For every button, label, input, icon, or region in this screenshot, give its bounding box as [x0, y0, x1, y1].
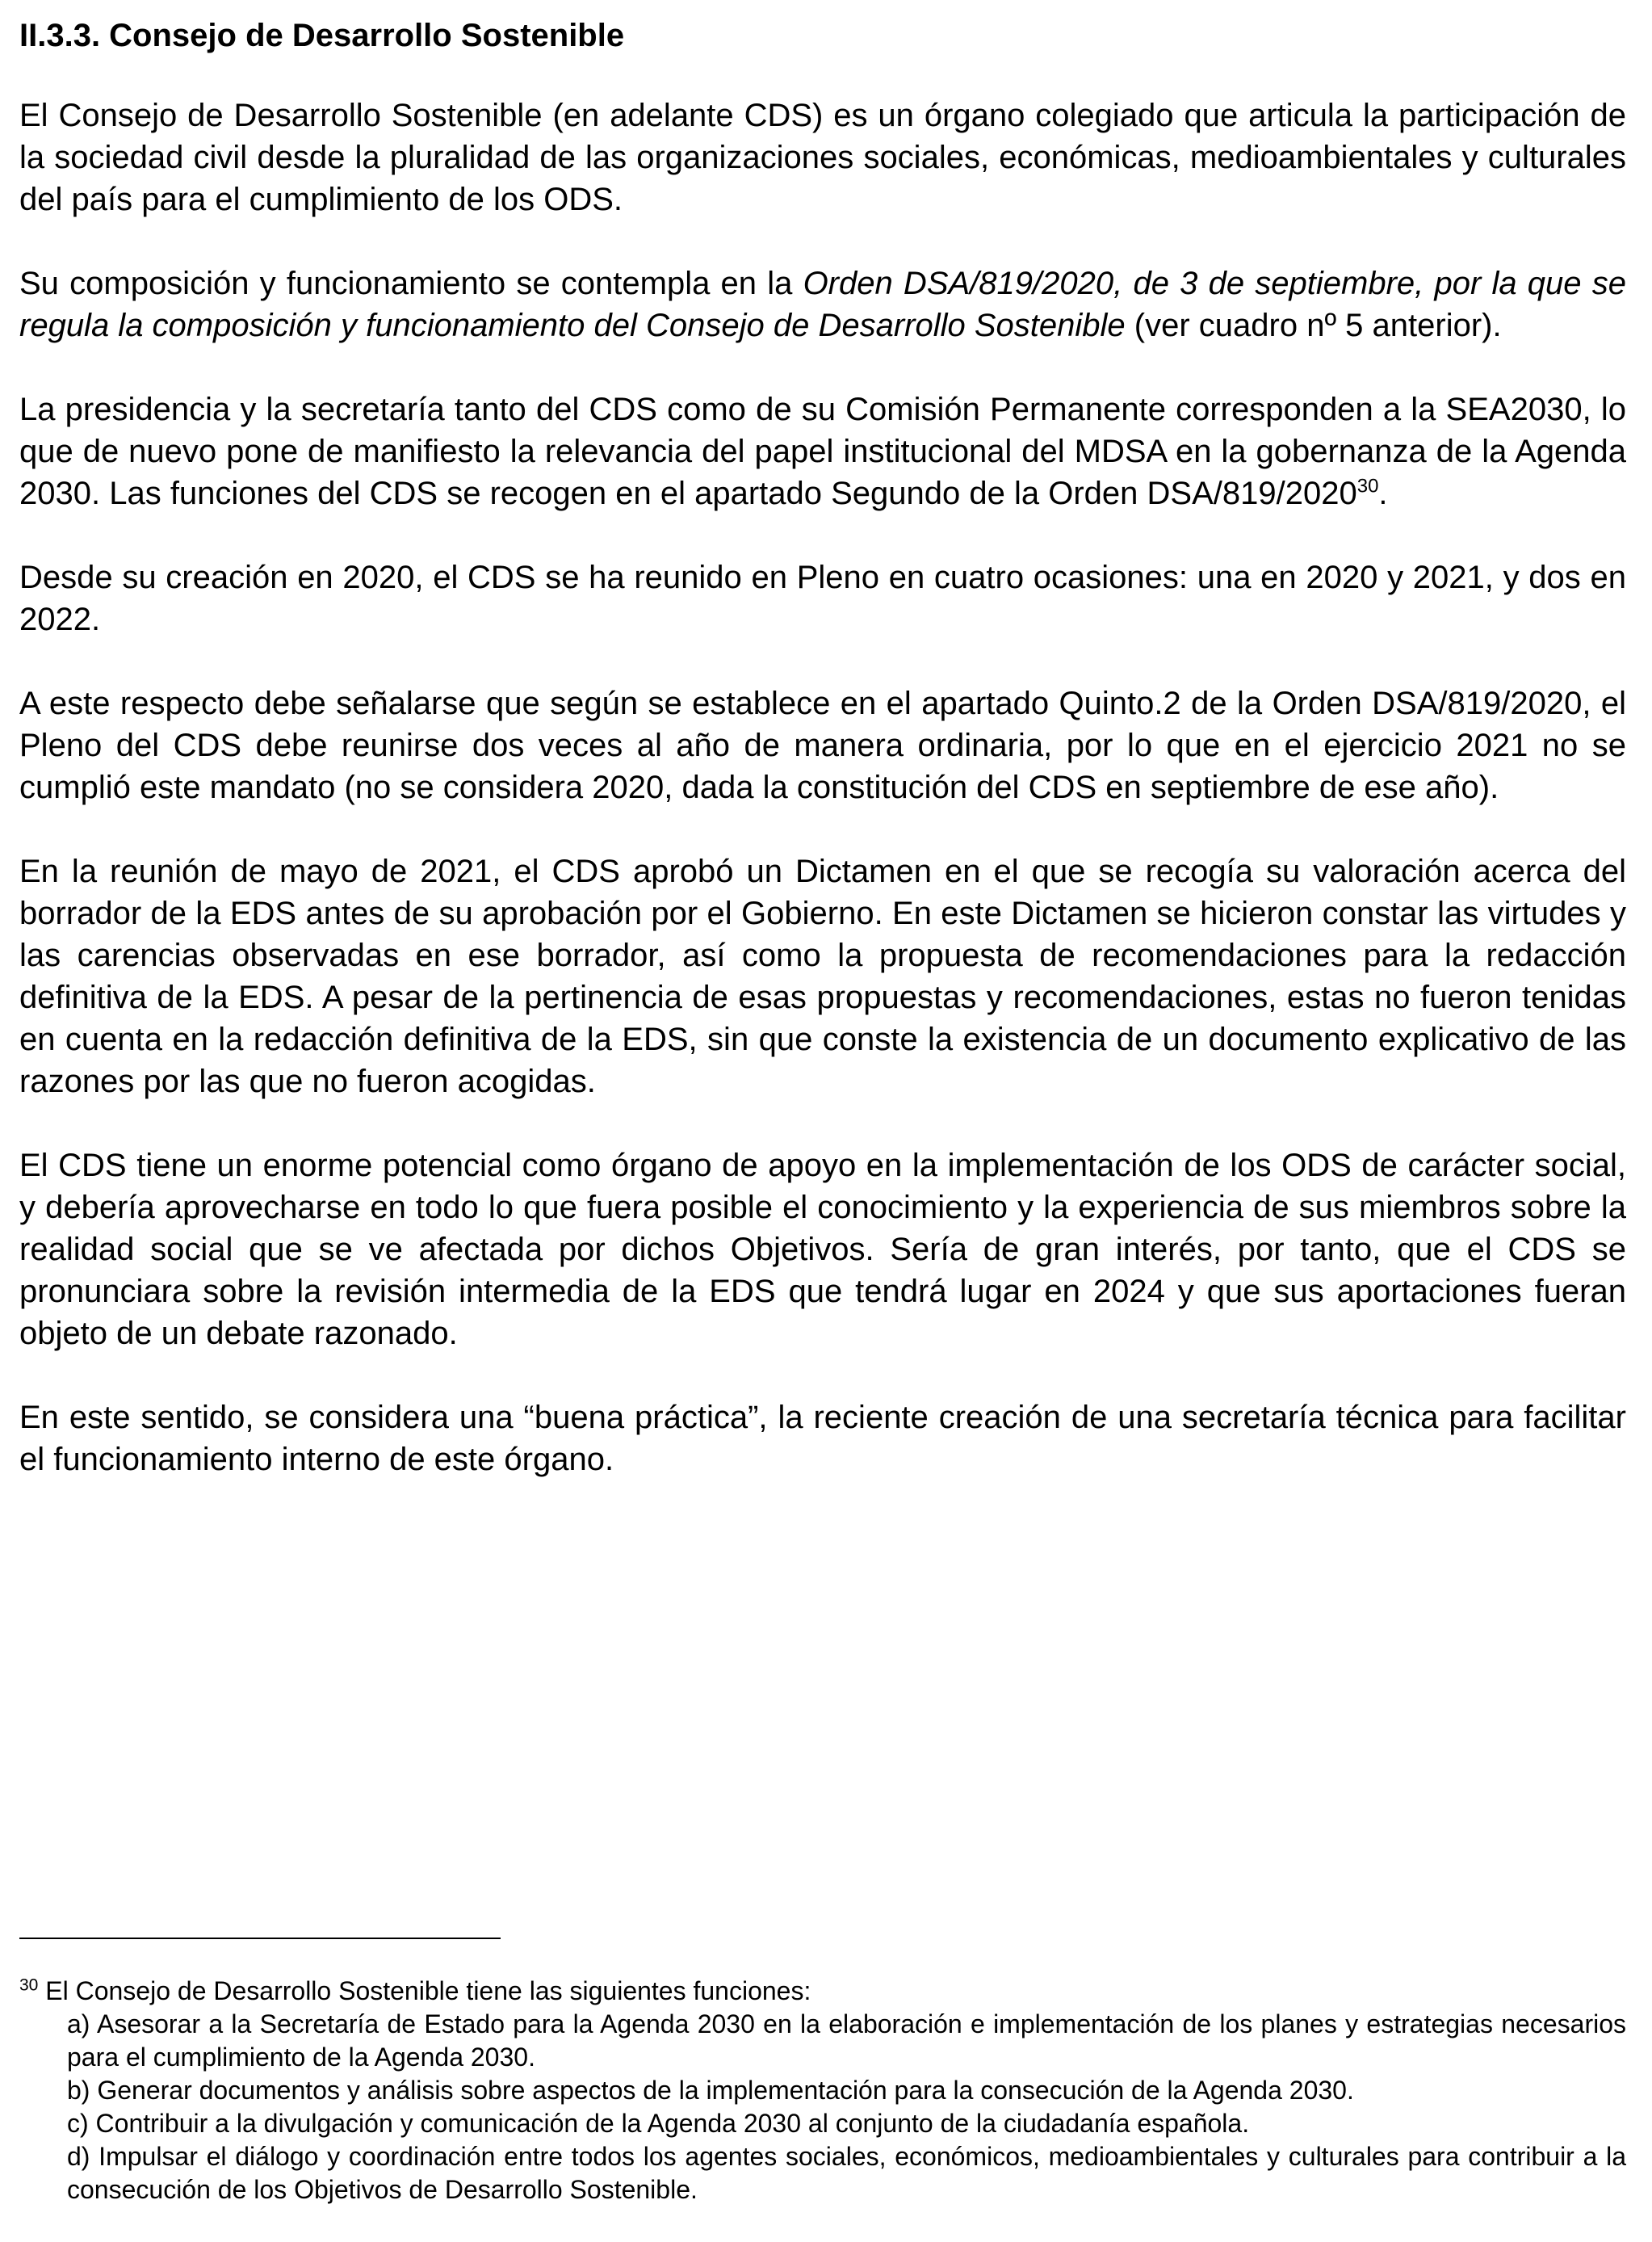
paragraph-presidency-text: La presidencia y la secretaría tanto del CDS como de su Comisión Permanente corresponden a la SEA2030, lo que de nuevo pone de manifiesto la relevancia del papel institucional del MDSA en la gobernanza de la Agenda 2030. Las funciones del CDS se recogen en el apartado Segundo de la Orden DSA/819/2020 [19, 392, 1626, 511]
paragraph-composition-end: (ver cuadro nº 5 anterior). [1125, 308, 1502, 343]
document-page [19, 15, 1626, 1522]
footnote-intro-text: El Consejo de Desarrollo Sostenible tiene las siguientes funciones: [38, 1976, 811, 2005]
footnote-item-b: b) Generar documentos y análisis sobre aspectos de la implementación para la consecución de la Agenda 2030. [67, 2076, 1354, 2105]
footnote-item-c: c) Contribuir a la divulgación y comunicación de la Agenda 2030 al conjunto de la ciudadanía española. [67, 2109, 1250, 2138]
paragraph-presidency-end: . [1378, 476, 1388, 511]
footnote-item-d: d) Impulsar el diálogo y coordinación entre todos los agentes sociales, económicos, medioambientales y culturales para contribuir a la consecución de los Objetivos de Desarrollo Sostenible. [67, 2142, 1626, 2204]
paragraph-dictamen: En la reunión de mayo de 2021, el CDS aprobó un Dictamen en el que se recogía su valoración acerca del borrador de la EDS antes de su aprobación por el Gobierno. En este Dictamen se hicieron constar las virtudes y las carencias observadas en ese borrador, así como la propuesta de recomendaciones para la redacción definitiva de la EDS. A pesar de la pertinencia de esas propuestas y recomendaciones, estas no fueron tenidas en cuenta en la redacción definitiva de la EDS, sin que conste la existencia de un documento explicativo de las razones por las que no fueron acogidas. [19, 854, 1626, 1099]
paragraph-mandate: A este respecto debe señalarse que según se establece en el apartado Quinto.2 de la Orden DSA/819/2020, el Pleno del CDS debe reunirse dos veces al año de manera ordinaria, por lo que en el ejercicio 2021 no se cumplió este mandato (no se considera 2020, dada la constitución del CDS en septiembre de ese año). [19, 686, 1626, 805]
footnote-area [19, 1938, 1626, 2206]
section-heading: II.3.3. Consejo de Desarrollo Sostenible [19, 18, 625, 53]
footnote-intro [19, 1975, 1626, 2008]
paragraph-good-practice: En este sentido, se considera una “buena práctica”, la reciente creación de una secretaría técnica para facilitar el funcionamiento interno de este órgano. [19, 1400, 1626, 1477]
paragraph-potential: El CDS tiene un enorme potencial como órgano de apoyo en la implementación de los ODS de carácter social, y debería aprovecharse en todo lo que fuera posible el conocimiento y la experiencia de sus miembros sobre la realidad social que se ve afectada por dichos Objetivos. Sería de gran interés, por tanto, que el CDS se pronunciara sobre la revisión intermedia de la EDS que tendrá lugar en 2024 y que sus aportaciones fueran objeto de un debate razonado. [19, 1148, 1626, 1351]
paragraph-presidency [19, 388, 1626, 514]
paragraph-meetings: Desde su creación en 2020, el CDS se ha reunido en Pleno en cuatro ocasiones: una en 2020 y 2021, y dos en 2022. [19, 560, 1626, 637]
footnote-number: 30 [19, 1975, 39, 1995]
footnote-separator [19, 1938, 501, 1939]
paragraph-composition-text: Su composición y funcionamiento se contempla en la [19, 266, 803, 301]
paragraph-composition [19, 262, 1626, 346]
footnote-reference[interactable]: 30 [1356, 475, 1379, 498]
paragraph-cds-definition: El Consejo de Desarrollo Sostenible (en adelante CDS) es un órgano colegiado que articula la participación de la sociedad civil desde la pluralidad de las organizaciones sociales, económicas, medioambientales y culturales del país para el cumplimiento de los ODS. [19, 98, 1626, 217]
footnote-item-a: a) Asesorar a la Secretaría de Estado para la Agenda 2030 en la elaboración e implementación de los planes y estrategias necesarios para el cumplimiento de la Agenda 2030. [67, 2009, 1626, 2072]
order-title-italic: Orden DSA/819/2020, de 3 de septiembre, por la que se regula la composición y funcionamiento del Consejo de Desarrollo Sostenible [19, 266, 1626, 343]
